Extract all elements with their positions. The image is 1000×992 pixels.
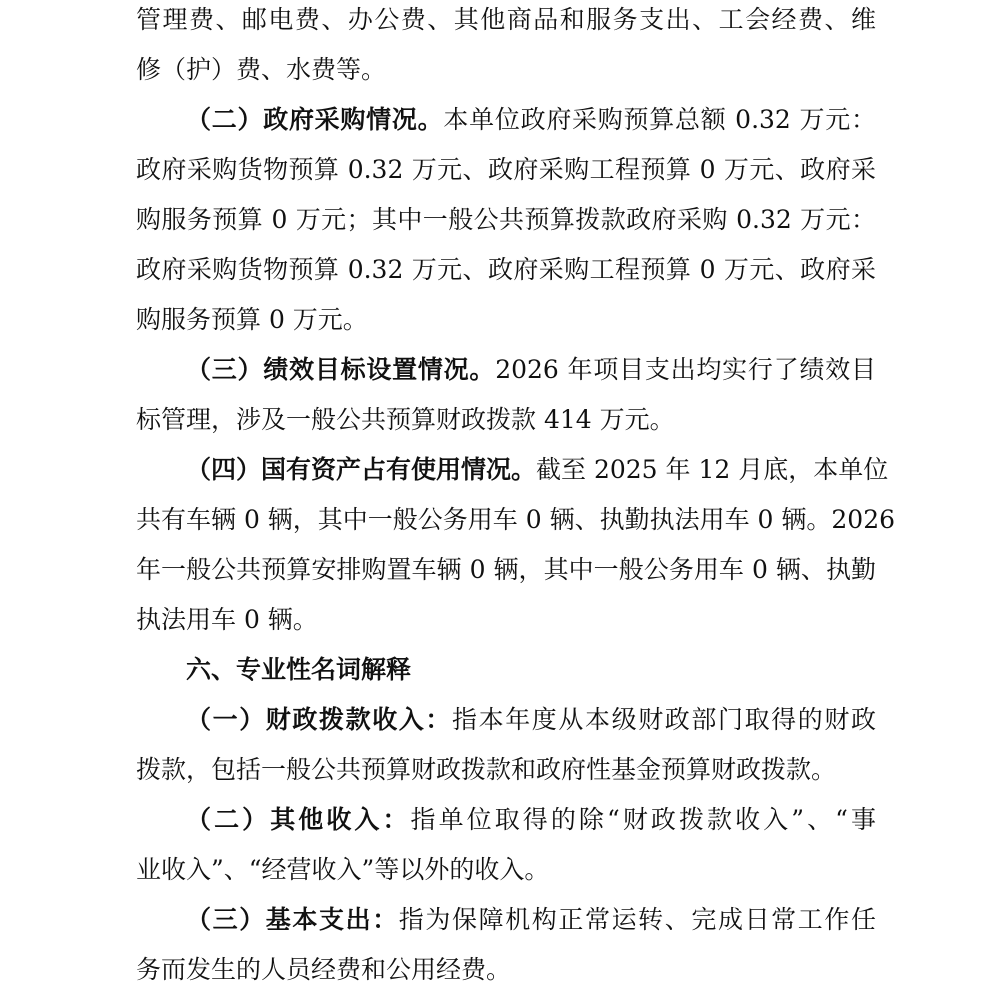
text-line: 拨款，包括一般公共预算财政拨款和政府性基金预算财政拨款。 <box>136 755 837 784</box>
text-line: 购服务预算 0 万元。 <box>136 305 368 334</box>
text-line: 共有车辆 0 辆，其中一般公务用车 0 辆、执勤执法用车 0 辆。2026 <box>136 505 896 534</box>
text-line: 管理费、邮电费、办公费、其他商品和服务支出、工会经费、维 <box>136 5 876 34</box>
definition-text: 指单位取得的除“财政拨款收入”、“事 <box>410 805 876 834</box>
definition-term: （三）基本支出： <box>186 905 399 934</box>
section-heading: 六、专业性名词解释 <box>186 655 412 684</box>
text-line: 务而发生的人员经费和公用经费。 <box>136 955 512 984</box>
paragraph-text: 2026 年项目支出均实行了绩效目 <box>495 355 876 384</box>
definition-term: （一）财政拨款收入： <box>186 705 452 734</box>
paragraph-line <box>136 700 876 740</box>
text-line: 政府采购货物预算 0.32 万元、政府采购工程预算 0 万元、政府采 <box>136 255 876 284</box>
definition-text: 指为保障机构正常运转、完成日常工作任 <box>398 905 876 934</box>
paragraph-line <box>136 450 889 490</box>
text-line: 执法用车 0 辆。 <box>136 605 318 634</box>
paragraph-lead: （二）政府采购情况。 <box>186 105 444 134</box>
paragraph-lead: （三）绩效目标设置情况。 <box>186 355 496 384</box>
paragraph-lead: （四）国有资产占有使用情况。 <box>186 455 537 484</box>
text-line: 标管理，涉及一般公共预算财政拨款 414 万元。 <box>136 405 675 434</box>
text-line: 政府采购货物预算 0.32 万元、政府采购工程预算 0 万元、政府采 <box>136 155 876 184</box>
text-line: 修（护）费、水费等。 <box>136 55 387 84</box>
text-line: 购服务预算 0 万元；其中一般公共预算拨款政府采购 0.32 万元： <box>136 205 876 234</box>
text-line: 业收入”、“经营收入”等以外的收入。 <box>136 855 550 884</box>
paragraph-line <box>136 900 876 940</box>
paragraph-line <box>136 350 876 390</box>
paragraph-line <box>136 800 876 840</box>
definition-text: 指本年度从本级财政部门取得的财政 <box>452 705 876 734</box>
paragraph-text: 本单位政府采购预算总额 0.32 万元： <box>443 105 876 134</box>
text-line: 年一般公共预算安排购置车辆 0 辆，其中一般公务用车 0 辆、执勤 <box>136 555 876 584</box>
paragraph-line <box>136 100 876 140</box>
definition-term: （二）其他收入： <box>186 805 411 834</box>
paragraph-text: 截至 2025 年 12 月底，本单位 <box>536 455 889 484</box>
